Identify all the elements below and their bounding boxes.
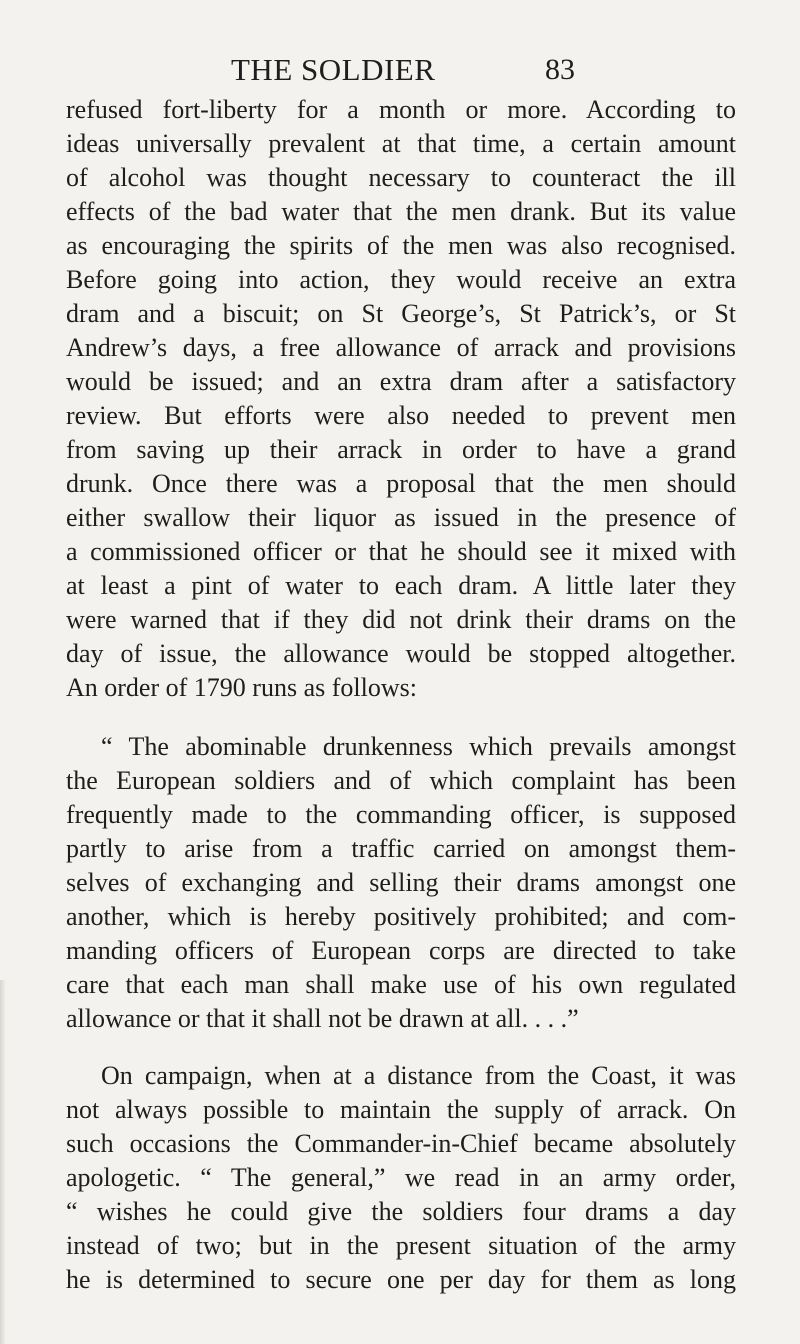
text-line: care that each man shall make use of his own regulated xyxy=(66,970,736,999)
text-line: frequently made to the commanding officer, is supposed xyxy=(66,800,736,829)
text-line: he is determined to secure one per day for them as long xyxy=(66,1265,736,1294)
text-line: either swallow their liquor as issued in the presence of xyxy=(66,503,736,532)
text-line: partly to arise from a traffic carried on amongst them- xyxy=(66,834,736,863)
text-line: Andrew’s days, a free allowance of arrack and provisions xyxy=(66,333,736,362)
text-line: selves of exchanging and selling their drams amongst one xyxy=(66,868,736,897)
text-line: the European soldiers and of which complaint has been xyxy=(66,766,736,795)
text-line: at least a pint of water to each dram. A little later they xyxy=(66,571,736,600)
running-head: THE SOLDIER xyxy=(231,52,436,87)
text-line: allowance or that it shall not be drawn at all. . . .” xyxy=(66,1004,579,1033)
text-line: manding officers of European corps are directed to take xyxy=(66,936,736,965)
text-line: “ The abominable drunkenness which prevails amongst xyxy=(101,732,736,761)
text-line: instead of two; but in the present situation of the army xyxy=(66,1231,736,1260)
text-line: were warned that if they did not drink their drams on the xyxy=(66,605,736,634)
text-line: not always possible to maintain the supply of arrack. On xyxy=(66,1095,736,1124)
text-line: would be issued; and an extra dram after a satisfactory xyxy=(66,367,736,396)
text-line: as encouraging the spirits of the men was also recognised. xyxy=(66,231,736,260)
page-number: 83 xyxy=(545,53,575,86)
text-line: of alcohol was thought necessary to counteract the ill xyxy=(66,163,736,192)
text-line: Before going into action, they would receive an extra xyxy=(66,265,736,294)
text-line: An order of 1790 runs as follows: xyxy=(66,673,417,702)
text-line: dram and a biscuit; on St George’s, St Patrick’s, or St xyxy=(66,299,736,328)
text-line: On campaign, when at a distance from the Coast, it was xyxy=(101,1061,736,1090)
text-line: drunk. Once there was a proposal that the men should xyxy=(66,469,736,498)
text-line: such occasions the Commander-in-Chief became absolutely xyxy=(66,1129,736,1158)
text-line: review. But efforts were also needed to prevent men xyxy=(66,401,736,430)
text-line: ideas universally prevalent at that time, a certain amount xyxy=(66,129,736,158)
text-line: from saving up their arrack in order to have a grand xyxy=(66,435,736,464)
text-line: “ wishes he could give the soldiers four drams a day xyxy=(66,1197,736,1226)
text-line: day of issue, the allowance would be stopped altogether. xyxy=(66,639,736,668)
text-line: refused fort-liberty for a month or more. According to xyxy=(66,95,736,124)
text-line: another, which is hereby positively prohibited; and com- xyxy=(66,902,736,931)
page-header xyxy=(0,50,800,90)
text-line: effects of the bad water that the men drank. But its value xyxy=(66,197,736,226)
text-line: apologetic. “ The general,” we read in an army order, xyxy=(66,1163,736,1192)
page-edge-shadow xyxy=(0,980,6,1344)
text-line: a commissioned officer or that he should see it mixed with xyxy=(66,537,736,566)
